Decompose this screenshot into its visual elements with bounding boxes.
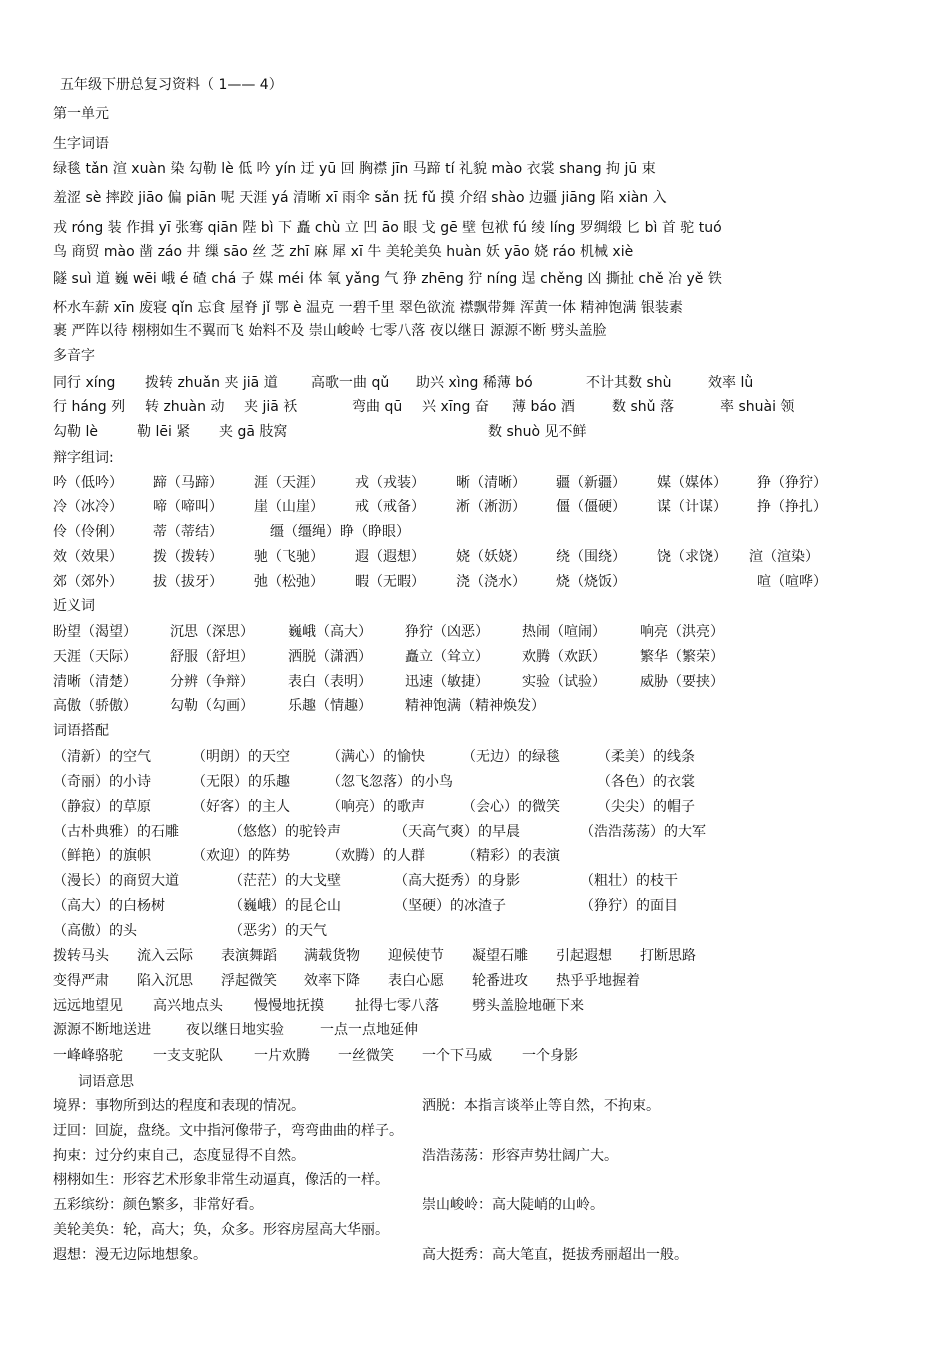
dapei-row xyxy=(0,823,950,841)
duoyin-item: 薄 báo 酒 xyxy=(512,399,575,415)
phrase-item: 一丝微笑 xyxy=(338,1048,394,1064)
dapei-item: （高大挺秀）的身影 xyxy=(394,873,520,889)
bianzi-item: 淅（淅沥） xyxy=(456,499,526,515)
dapei-item: （会心）的微笑 xyxy=(462,799,560,815)
dapei-item: （精彩）的表演 xyxy=(462,848,560,864)
bianzi-item: 啼（啼叫） xyxy=(153,499,223,515)
dapei-item: （欢迎）的阵势 xyxy=(192,848,290,864)
jinyi-item: 洒脱（潇洒） xyxy=(288,649,372,665)
duoyin-item: 弯曲 qū xyxy=(352,399,403,415)
jinyi-item: 矗立（耸立） xyxy=(405,649,489,665)
dapei-item: （茫茫）的大戈壁 xyxy=(229,873,341,889)
dapei-item: （鲜艳）的旗帜 xyxy=(53,848,151,864)
phrase-item: 迎候使节 xyxy=(388,948,444,964)
dapei-item: （悠悠）的驼铃声 xyxy=(229,824,341,840)
dapei-item: （无限）的乐趣 xyxy=(192,774,290,790)
shengzi-line: 绿毯 tǎn 渲 xuàn 染 勾勒 lè 低 吟 yín 迂 yū 回 胸襟 jīn 马蹄 tí 礼貌 mào 衣裳 shang 拘 jū 束 xyxy=(53,161,656,177)
yisi-item: 拘束：过分约束自己，态度显得不自然。 xyxy=(53,1148,305,1164)
bianzi-item: 谋（计谋） xyxy=(657,499,727,515)
bianzi-row xyxy=(0,498,950,516)
jinyi-item: 精神饱满（精神焕发） xyxy=(405,698,545,714)
phrase-item: 一点一点地延伸 xyxy=(320,1022,418,1038)
phrase-item: 慢慢地抚摸 xyxy=(254,998,324,1014)
dapei-row xyxy=(0,773,950,791)
phrase-item: 表演舞蹈 xyxy=(221,948,277,964)
duoyin-item: 数 shǔ 落 xyxy=(612,399,674,415)
jinyi-item: 盼望（渴望） xyxy=(53,624,137,640)
section-duoyin: 多音字 xyxy=(53,348,95,364)
duoyin-item: 转 zhuàn 动 xyxy=(145,399,225,415)
dapei-item: （粗壮）的枝干 xyxy=(580,873,678,889)
bianzi-item: 拨（拨转） xyxy=(153,549,223,565)
bianzi-item: 饶（求饶） xyxy=(657,549,727,565)
yisi-item: 五彩缤纷：颜色繁多，非常好看。 xyxy=(53,1197,263,1213)
dapei-item: （巍峨）的昆仑山 xyxy=(229,898,341,914)
dapei-item: （柔美）的线条 xyxy=(597,749,695,765)
phrase-item: 一个下马威 xyxy=(422,1048,492,1064)
phrase-item: 扯得七零八落 xyxy=(355,998,439,1014)
dapei-row xyxy=(0,897,950,915)
dapei-item: （古朴典雅）的石雕 xyxy=(53,824,179,840)
phrase-item: 轮番进攻 xyxy=(472,973,528,989)
dapei-item: （满心）的愉快 xyxy=(327,749,425,765)
bianzi-item: 吟（低吟） xyxy=(53,475,123,491)
jinyi-row xyxy=(0,673,950,691)
phrase-item: 流入云际 xyxy=(137,948,193,964)
phrase-row xyxy=(0,1021,950,1039)
phrase-item: 浮起微笑 xyxy=(221,973,277,989)
yisi-item: 境界：事物所到达的程度和表现的情况。 xyxy=(53,1098,305,1114)
bianzi-item: 蹄（马蹄） xyxy=(153,475,223,491)
doc-title: 五年级下册总复习资料（ 1—— 4） xyxy=(60,77,283,93)
bianzi-item: 伶（伶俐） xyxy=(53,524,123,540)
bianzi-item: 僵（僵硬） xyxy=(556,499,626,515)
jinyi-item: 狰狞（凶恶） xyxy=(405,624,489,640)
dapei-item: （漫长）的商贸大道 xyxy=(53,873,179,889)
yisi-row xyxy=(0,1246,950,1264)
yisi-row xyxy=(0,1097,950,1115)
dapei-item: （高大）的白杨树 xyxy=(53,898,165,914)
yisi-item: 美轮美奂：轮，高大；奂，众多。形容房屋高大华丽。 xyxy=(53,1222,389,1238)
bianzi-item: 暇（无暇） xyxy=(355,574,425,590)
shengzi-line: 杯水车薪 xīn 废寝 qǐn 忘食 屋脊 jǐ 鄂 è 温克 一碧千里 翠色欲流 襟飘带舞 浑黄一体 精神饱满 银装素 xyxy=(53,300,683,316)
dapei-item: （恶劣）的天气 xyxy=(229,923,327,939)
yisi-item: 栩栩如生：形容艺术形象非常生动逼真，像活的一样。 xyxy=(53,1172,389,1188)
shengzi-line: 戎 róng 装 作揖 yī 张骞 qiān 陛 bì 下 矗 chù 立 凹 āo 眼 戈 gē 壁 包袱 fú 绫 líng 罗绸缎 匕 bì 首 驼 tuó xyxy=(53,220,722,236)
yisi-item: 迂回：回旋，盘绕。文中指河像带子，弯弯曲曲的样子。 xyxy=(53,1123,403,1139)
yisi-item: 高大挺秀：高大笔直，挺拔秀丽超出一般。 xyxy=(422,1247,688,1263)
shengzi-line: 羞涩 sè 摔跤 jiāo 偏 piān 呢 天涯 yá 清晰 xī 雨伞 sǎn 抚 fǔ 摸 介绍 shào 边疆 jiāng 陷 xiàn 入 xyxy=(53,190,667,206)
bianzi-item: 驰（飞驰） xyxy=(254,549,324,565)
jinyi-item: 欢腾（欢跃） xyxy=(522,649,606,665)
dapei-item: （无边）的绿毯 xyxy=(462,749,560,765)
phrase-item: 表白心愿 xyxy=(388,973,444,989)
phrase-item: 满载货物 xyxy=(304,948,360,964)
jinyi-item: 沉思（深思） xyxy=(170,624,254,640)
phrase-row xyxy=(0,1047,950,1065)
yisi-item: 浩浩荡荡：形容声势壮阔广大。 xyxy=(422,1148,618,1164)
unit-heading: 第一单元 xyxy=(53,106,109,122)
duoyin-item: 高歌一曲 qǔ xyxy=(311,375,390,391)
jinyi-item: 清晰（清楚） xyxy=(53,674,137,690)
dapei-item: （明朗）的天空 xyxy=(192,749,290,765)
phrase-row xyxy=(0,947,950,965)
jinyi-item: 舒服（舒坦） xyxy=(170,649,254,665)
phrase-item: 高兴地点头 xyxy=(153,998,223,1014)
yisi-item: 崇山峻岭：高大陡峭的山岭。 xyxy=(422,1197,604,1213)
phrase-item: 凝望石雕 xyxy=(472,948,528,964)
dapei-item: （静寂）的草原 xyxy=(53,799,151,815)
dapei-row xyxy=(0,847,950,865)
bianzi-item: 疆（新疆） xyxy=(556,475,626,491)
duoyin-item: 同行 xíng xyxy=(53,375,116,391)
yisi-item: 洒脱：本指言谈举止等自然，不拘束。 xyxy=(422,1098,660,1114)
duoyin-row xyxy=(0,374,950,392)
phrase-item: 一支支驼队 xyxy=(153,1048,223,1064)
duoyin-item: 拨转 zhuǎn 夹 jiā 道 xyxy=(145,375,278,391)
bianzi-item: 蒂（蒂结） xyxy=(153,524,223,540)
jinyi-item: 实验（试验） xyxy=(522,674,606,690)
dapei-row xyxy=(0,922,950,940)
dapei-item: （天高气爽）的早晨 xyxy=(394,824,520,840)
jinyi-item: 乐趣（情趣） xyxy=(288,698,372,714)
phrase-item: 拨转马头 xyxy=(53,948,109,964)
dapei-item: （欢腾）的人群 xyxy=(327,848,425,864)
dapei-item: （尖尖）的帽子 xyxy=(597,799,695,815)
bianzi-item: 冷（冰冷） xyxy=(53,499,123,515)
dapei-item: （忽飞忽落）的小鸟 xyxy=(327,774,453,790)
bianzi-item: 媒（媒体） xyxy=(657,475,727,491)
phrase-item: 引起遐想 xyxy=(556,948,612,964)
bianzi-item: 缰（缰绳）睁（睁眼） xyxy=(270,524,410,540)
bianzi-row xyxy=(0,523,950,541)
phrase-item: 一峰峰骆驼 xyxy=(53,1048,123,1064)
duoyin-row xyxy=(0,398,950,416)
bianzi-item: 晰（清晰） xyxy=(456,475,526,491)
shengzi-line: 鸟 商贸 mào 凿 záo 井 缫 sāo 丝 芝 zhī 麻 犀 xī 牛 美轮美奂 huàn 妖 yāo 娆 ráo 机械 xiè xyxy=(53,244,634,260)
jinyi-item: 热闹（喧闹） xyxy=(522,624,606,640)
bianzi-item: 弛（松弛） xyxy=(254,574,324,590)
bianzi-item: 浇（浇水） xyxy=(456,574,526,590)
duoyin-item: 行 háng 列 xyxy=(53,399,126,415)
jinyi-item: 响亮（洪亮） xyxy=(640,624,724,640)
duoyin-item: 兴 xīng 奋 xyxy=(422,399,489,415)
phrase-item: 劈头盖脸地砸下来 xyxy=(472,998,584,1014)
section-bianzi: 辩字组词: xyxy=(53,450,114,466)
bianzi-item: 挣（挣扎） xyxy=(757,499,827,515)
phrase-item: 变得严肃 xyxy=(53,973,109,989)
phrase-item: 源源不断地送进 xyxy=(53,1022,151,1038)
section-yisi: 词语意思 xyxy=(78,1074,134,1090)
duoyin-row xyxy=(0,423,950,441)
phrase-item: 效率下降 xyxy=(304,973,360,989)
bianzi-item: 遐（遐想） xyxy=(355,549,425,565)
phrase-row xyxy=(0,972,950,990)
dapei-row xyxy=(0,748,950,766)
duoyin-item: 效率 lǜ xyxy=(708,375,754,391)
jinyi-row xyxy=(0,648,950,666)
phrase-row xyxy=(0,997,950,1015)
jinyi-item: 威胁（要挟） xyxy=(640,674,724,690)
duoyin-item: 率 shuài 领 xyxy=(720,399,795,415)
bianzi-item: 戎（戎装） xyxy=(355,475,425,491)
dapei-item: （狰狞）的面目 xyxy=(580,898,678,914)
bianzi-row xyxy=(0,474,950,492)
bianzi-row xyxy=(0,548,950,566)
jinyi-item: 分辨（争辩） xyxy=(170,674,254,690)
dapei-item: （高傲）的头 xyxy=(53,923,137,939)
jinyi-row xyxy=(0,623,950,641)
bianzi-item: 效（效果） xyxy=(53,549,123,565)
bianzi-item: 涯（天涯） xyxy=(254,475,324,491)
bianzi-item: 崖（山崖） xyxy=(254,499,324,515)
duoyin-item: 夹 gā 肢窝 xyxy=(219,424,288,440)
shengzi-line: 裹 严阵以待 栩栩如生不翼而飞 始料不及 崇山峻岭 七零八落 夜以继日 源源不断 劈头盖脸 xyxy=(53,323,607,339)
dapei-item: （坚硬）的冰渣子 xyxy=(394,898,506,914)
dapei-item: （响亮）的歌声 xyxy=(327,799,425,815)
section-jinyi: 近义词 xyxy=(53,598,95,614)
bianzi-item: 喧（喧哗） xyxy=(757,574,827,590)
yisi-row xyxy=(0,1122,950,1140)
phrase-item: 打断思路 xyxy=(640,948,696,964)
yisi-row xyxy=(0,1147,950,1165)
duoyin-item: 数 shuò 见不鲜 xyxy=(488,424,587,440)
section-dapei: 词语搭配 xyxy=(53,723,109,739)
yisi-row xyxy=(0,1196,950,1214)
dapei-row xyxy=(0,872,950,890)
dapei-item: （奇丽）的小诗 xyxy=(53,774,151,790)
duoyin-item: 勒 lēi 紧 xyxy=(137,424,191,440)
duoyin-item: 不计其数 shù xyxy=(586,375,672,391)
jinyi-item: 迅速（敏捷） xyxy=(405,674,489,690)
jinyi-item: 高傲（骄傲） xyxy=(53,698,137,714)
dapei-item: （清新）的空气 xyxy=(53,749,151,765)
jinyi-item: 繁华（繁荣） xyxy=(640,649,724,665)
bianzi-item: 烧（烧饭） xyxy=(556,574,626,590)
phrase-item: 夜以继日地实验 xyxy=(186,1022,284,1038)
bianzi-item: 娆（妖娆） xyxy=(456,549,526,565)
section-shengzi: 生字词语 xyxy=(53,136,109,152)
bianzi-item: 郊（郊外） xyxy=(53,574,123,590)
shengzi-line: 隧 suì 道 巍 wēi 峨 é 碴 chá 子 媒 méi 体 氧 yǎng 气 狰 zhēng 狞 níng 逞 chěng 凶 撕扯 chě 冶 yě 铁 xyxy=(53,271,722,287)
phrase-item: 热乎乎地握着 xyxy=(556,973,640,989)
phrase-item: 陷入沉思 xyxy=(137,973,193,989)
dapei-item: （各色）的衣裳 xyxy=(597,774,695,790)
dapei-item: （浩浩荡荡）的大军 xyxy=(580,824,706,840)
yisi-item: 遐想：漫无边际地想象。 xyxy=(53,1247,207,1263)
yisi-row xyxy=(0,1171,950,1189)
bianzi-item: 拔（拔牙） xyxy=(153,574,223,590)
phrase-item: 远远地望见 xyxy=(53,998,123,1014)
bianzi-row xyxy=(0,573,950,591)
phrase-item: 一个身影 xyxy=(522,1048,578,1064)
jinyi-item: 天涯（天际） xyxy=(53,649,137,665)
dapei-item: （好客）的主人 xyxy=(192,799,290,815)
duoyin-item: 夹 jiā 袄 xyxy=(244,399,298,415)
bianzi-item: 戒（戒备） xyxy=(355,499,425,515)
dapei-row xyxy=(0,798,950,816)
bianzi-item: 狰（狰狞） xyxy=(757,475,827,491)
jinyi-item: 勾勒（勾画） xyxy=(170,698,254,714)
bianzi-item: 渲（渲染） xyxy=(749,549,819,565)
jinyi-item: 巍峨（高大） xyxy=(288,624,372,640)
duoyin-item: 助兴 xìng 稀薄 bó xyxy=(416,375,533,391)
duoyin-item: 勾勒 lè xyxy=(53,424,98,440)
phrase-item: 一片欢腾 xyxy=(254,1048,310,1064)
bianzi-item: 绕（围绕） xyxy=(556,549,626,565)
yisi-row xyxy=(0,1221,950,1239)
jinyi-item: 表白（表明） xyxy=(288,674,372,690)
jinyi-row xyxy=(0,697,950,715)
